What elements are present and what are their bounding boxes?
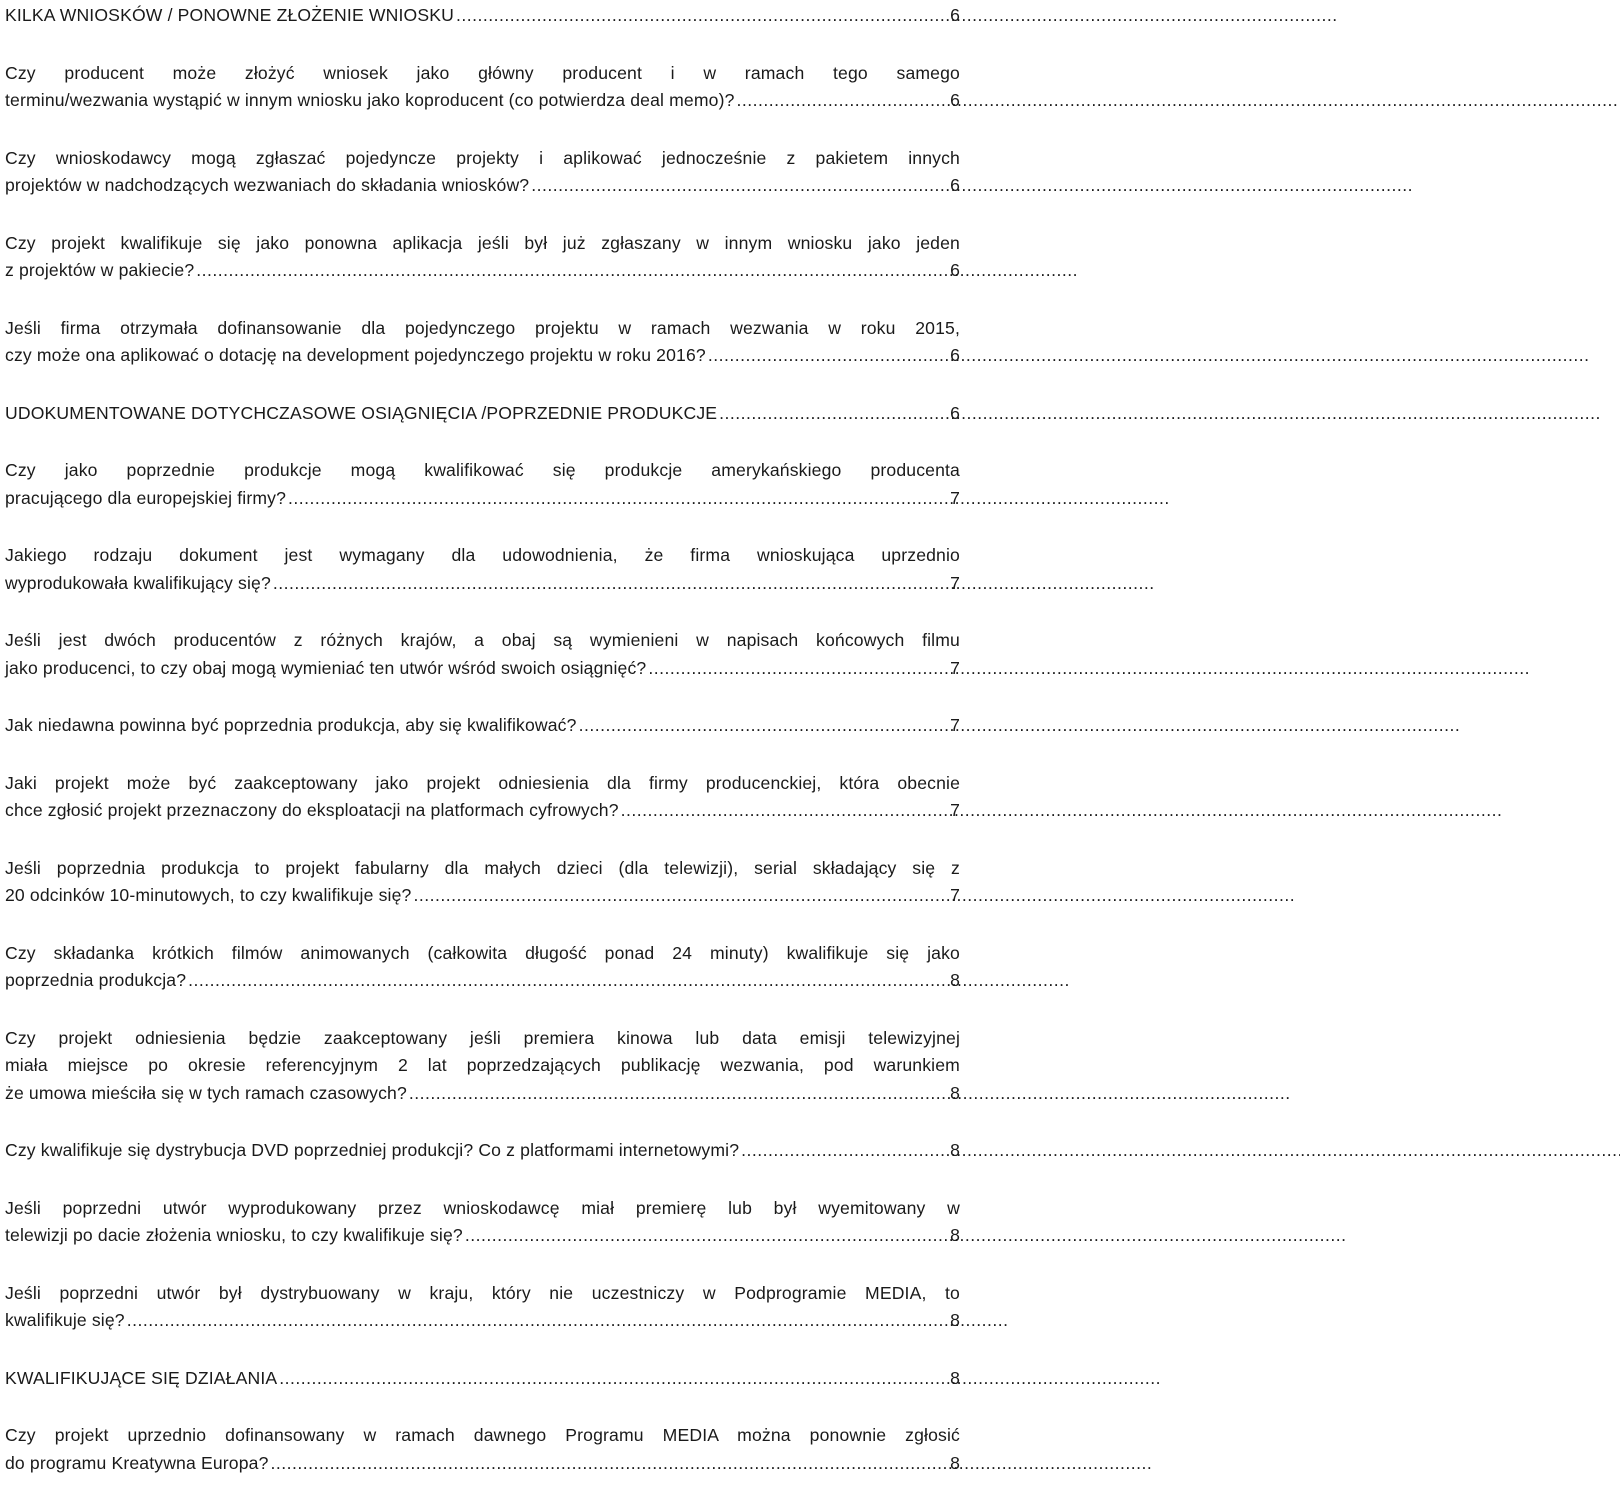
toc-entry-title: kwalifikuje się? [5, 1310, 125, 1330]
dot-leader [531, 172, 946, 200]
toc-page-number: 7 [950, 800, 960, 820]
toc-page-number: 6 [950, 175, 960, 195]
toc-entry-last-line [5, 1307, 960, 1335]
toc-entry-last-line [5, 967, 960, 995]
toc-entry[interactable] [5, 1365, 960, 1393]
toc-page-number: 8 [950, 1310, 960, 1330]
toc-entry-title: poprzednia produkcja? [5, 970, 187, 990]
toc-entry-line: Jeśli poprzedni utwór był dystrybuowany w kraju, który nie uczestniczy w Podprogramie MEDIA, to [5, 1282, 960, 1303]
toc-entry[interactable] [5, 315, 960, 370]
toc-entry-line: Czy wnioskodawcy mogą zgłaszać pojedyncze projekty i aplikować jednocześnie z pakietem innych [5, 147, 960, 168]
toc-entry[interactable] [5, 230, 960, 285]
toc-entry-last-line [5, 797, 960, 825]
toc-entry[interactable] [5, 1195, 960, 1250]
dot-leader [196, 257, 946, 285]
toc-entry-line: Jeśli poprzednia produkcja to projekt fabularny dla małych dzieci (dla telewizji), serial składający się z [5, 857, 960, 878]
dot-leader [741, 1137, 946, 1165]
toc-page-number: 7 [950, 657, 960, 678]
dot-leader [719, 400, 946, 428]
toc-page-number: 7 [950, 572, 960, 593]
toc-entry[interactable] [5, 457, 960, 512]
toc-page-number: 6 [950, 402, 960, 423]
toc-entry-title: Czy kwalifikuje się dystrybucja DVD poprzedniej produkcji? Co z platformami internetowymi? [5, 1140, 740, 1160]
toc-entry[interactable] [5, 542, 960, 597]
dot-leader [188, 967, 946, 995]
toc-page-number: 8 [950, 1140, 960, 1160]
toc-entry-title: pracującego dla europejskiej firmy? [5, 487, 287, 508]
toc-entry[interactable] [5, 2, 960, 30]
dot-leader [409, 1080, 946, 1108]
dot-leader [273, 570, 946, 598]
toc-entry-last-line [5, 172, 960, 200]
toc-entry-title: KWALIFIKUJĄCE SIĘ DZIAŁANIA [5, 1367, 278, 1388]
toc-page-number: 7 [950, 715, 960, 735]
toc-entry-line: Jeśli firma otrzymała dofinansowanie dla pojedynczego projektu w ramach wezwania w roku 2015, [5, 317, 960, 338]
dot-leader [127, 1307, 946, 1335]
toc-entry-line: Czy projekt odniesienia będzie zaakceptowany jeśli premiera kinowa lub data emisji telewizyjnej [5, 1027, 960, 1048]
toc-entry[interactable] [5, 1280, 960, 1335]
toc-page-number: 6 [950, 345, 960, 365]
toc-page-number: 8 [950, 1082, 960, 1103]
toc-entry-last-line [5, 1080, 960, 1108]
toc-entry-last-line [5, 87, 960, 115]
toc-entry-title: wyprodukowała kwalifikujący się? [5, 572, 271, 593]
toc-entry-last-line [5, 400, 960, 428]
toc-entry[interactable] [5, 1025, 960, 1108]
toc-entry-last-line [5, 1365, 960, 1393]
toc-entry-last-line [5, 712, 960, 740]
toc-entry-line: Jaki projekt może być zaakceptowany jako projekt odniesienia dla firmy producenckiej, która obecnie [5, 772, 960, 793]
toc-entry-line: Jeśli poprzedni utwór wyprodukowany przez wnioskodawcę miał premierę lub był wyemitowany w [5, 1197, 960, 1218]
toc-entry-last-line [5, 882, 960, 910]
toc-entry-line: Czy projekt uprzednio dofinansowany w ramach dawnego Programu MEDIA można ponownie zgłosić [5, 1425, 960, 1445]
toc-page-number: 6 [950, 90, 960, 110]
toc-entry-last-line [5, 1450, 960, 1478]
dot-leader [288, 485, 946, 513]
toc-page-number: 6 [950, 260, 960, 280]
toc-entry-title: KILKA WNIOSKÓW / PONOWNE ZŁOŻENIE WNIOSKU [5, 5, 454, 25]
toc-entry[interactable] [5, 770, 960, 825]
toc-entry-line: Czy projekt kwalifikuje się jako ponowna aplikacja jeśli był już zgłaszany w innym wniosku jako jeden [5, 232, 960, 253]
toc-page-number: 7 [950, 487, 960, 508]
toc-entry-last-line [5, 570, 960, 598]
toc-entry-line: Jakiego rodzaju dokument jest wymagany dla udowodnienia, że firma wnioskująca uprzednio [5, 545, 960, 565]
toc-entry-title: jako producenci, to czy obaj mogą wymieniać ten utwór wśród swoich osiągnięć? [5, 657, 647, 678]
toc-entry-title: telewizji po dacie złożenia wniosku, to czy kwalifikuje się? [5, 1225, 463, 1245]
dot-leader [737, 87, 947, 115]
toc-entry[interactable] [5, 145, 960, 200]
dot-leader [648, 655, 946, 683]
toc-entry-line: miała miejsce po okresie referencyjnym 2 lat poprzedzających publikację wezwania, pod warunkiem [5, 1055, 960, 1075]
toc-entry-title: 20 odcinków 10-minutowych, to czy kwalifikuje się? [5, 885, 412, 905]
toc-entry-line: Jeśli jest dwóch producentów z różnych krajów, a obaj są wymienieni w napisach końcowych filmu [5, 630, 960, 650]
toc-page-number: 6 [950, 5, 960, 25]
toc-entry-line: Czy producent może złożyć wniosek jako główny producent i w ramach tego samego [5, 62, 960, 83]
toc-entry-title: z projektów w pakiecie? [5, 260, 195, 280]
toc-entry-title: UDOKUMENTOWANE DOTYCHCZASOWE OSIĄGNIĘCIA /POPRZEDNIE PRODUKCJE [5, 402, 718, 423]
toc-entry[interactable] [5, 60, 960, 115]
toc-entry-last-line [5, 655, 960, 683]
toc-entry-title: chce zgłosić projekt przeznaczony do eksploatacji na platformach cyfrowych? [5, 800, 619, 820]
toc-entry-last-line [5, 1137, 960, 1165]
dot-leader [456, 2, 946, 30]
toc-page-number: 8 [950, 1367, 960, 1388]
dot-leader [271, 1450, 947, 1478]
toc-entry[interactable] [5, 1422, 960, 1477]
dot-leader [708, 342, 946, 370]
dot-leader [465, 1222, 946, 1250]
toc-entry[interactable] [5, 1137, 960, 1165]
toc-entry-last-line [5, 2, 960, 30]
toc-page-number: 7 [950, 885, 960, 905]
toc-entry-line: Czy jako poprzednie produkcje mogą kwalifikować się produkcje amerykańskiego producenta [5, 460, 960, 480]
toc-entry-last-line [5, 257, 960, 285]
toc-entry-last-line [5, 342, 960, 370]
toc-entry-title: czy może ona aplikować o dotację na development pojedynczego projektu w roku 2016? [5, 345, 706, 365]
toc-entry[interactable] [5, 855, 960, 910]
toc-entry-last-line [5, 1222, 960, 1250]
toc-page-number: 8 [950, 970, 960, 990]
toc-entry[interactable] [5, 712, 960, 740]
toc-entry-title: że umowa mieściła się w tych ramach czasowych? [5, 1082, 407, 1103]
toc-entry-title: do programu Kreatywna Europa? [5, 1452, 269, 1473]
dot-leader [413, 882, 946, 910]
toc-entry[interactable] [5, 627, 960, 682]
toc-entry-last-line [5, 485, 960, 513]
dot-leader [279, 1365, 946, 1393]
toc-entry-title: Jak niedawna powinna być poprzednia produkcja, aby się kwalifikować? [5, 715, 577, 735]
table-of-contents [5, 2, 960, 1507]
toc-page-number: 8 [950, 1225, 960, 1245]
toc-entry-title: projektów w nadchodzących wezwaniach do składania wniosków? [5, 175, 530, 195]
toc-entry[interactable] [5, 400, 960, 428]
dot-leader [579, 712, 946, 740]
toc-entry[interactable] [5, 940, 960, 995]
dot-leader [621, 797, 946, 825]
toc-page-number: 8 [950, 1452, 960, 1473]
toc-entry-line: Czy składanka krótkich filmów animowanych (całkowita długość ponad 24 minuty) kwalifikuje się jako [5, 942, 960, 963]
toc-entry-title: terminu/wezwania wystąpić w innym wniosku jako koproducent (co potwierdza deal memo)? [5, 90, 735, 110]
